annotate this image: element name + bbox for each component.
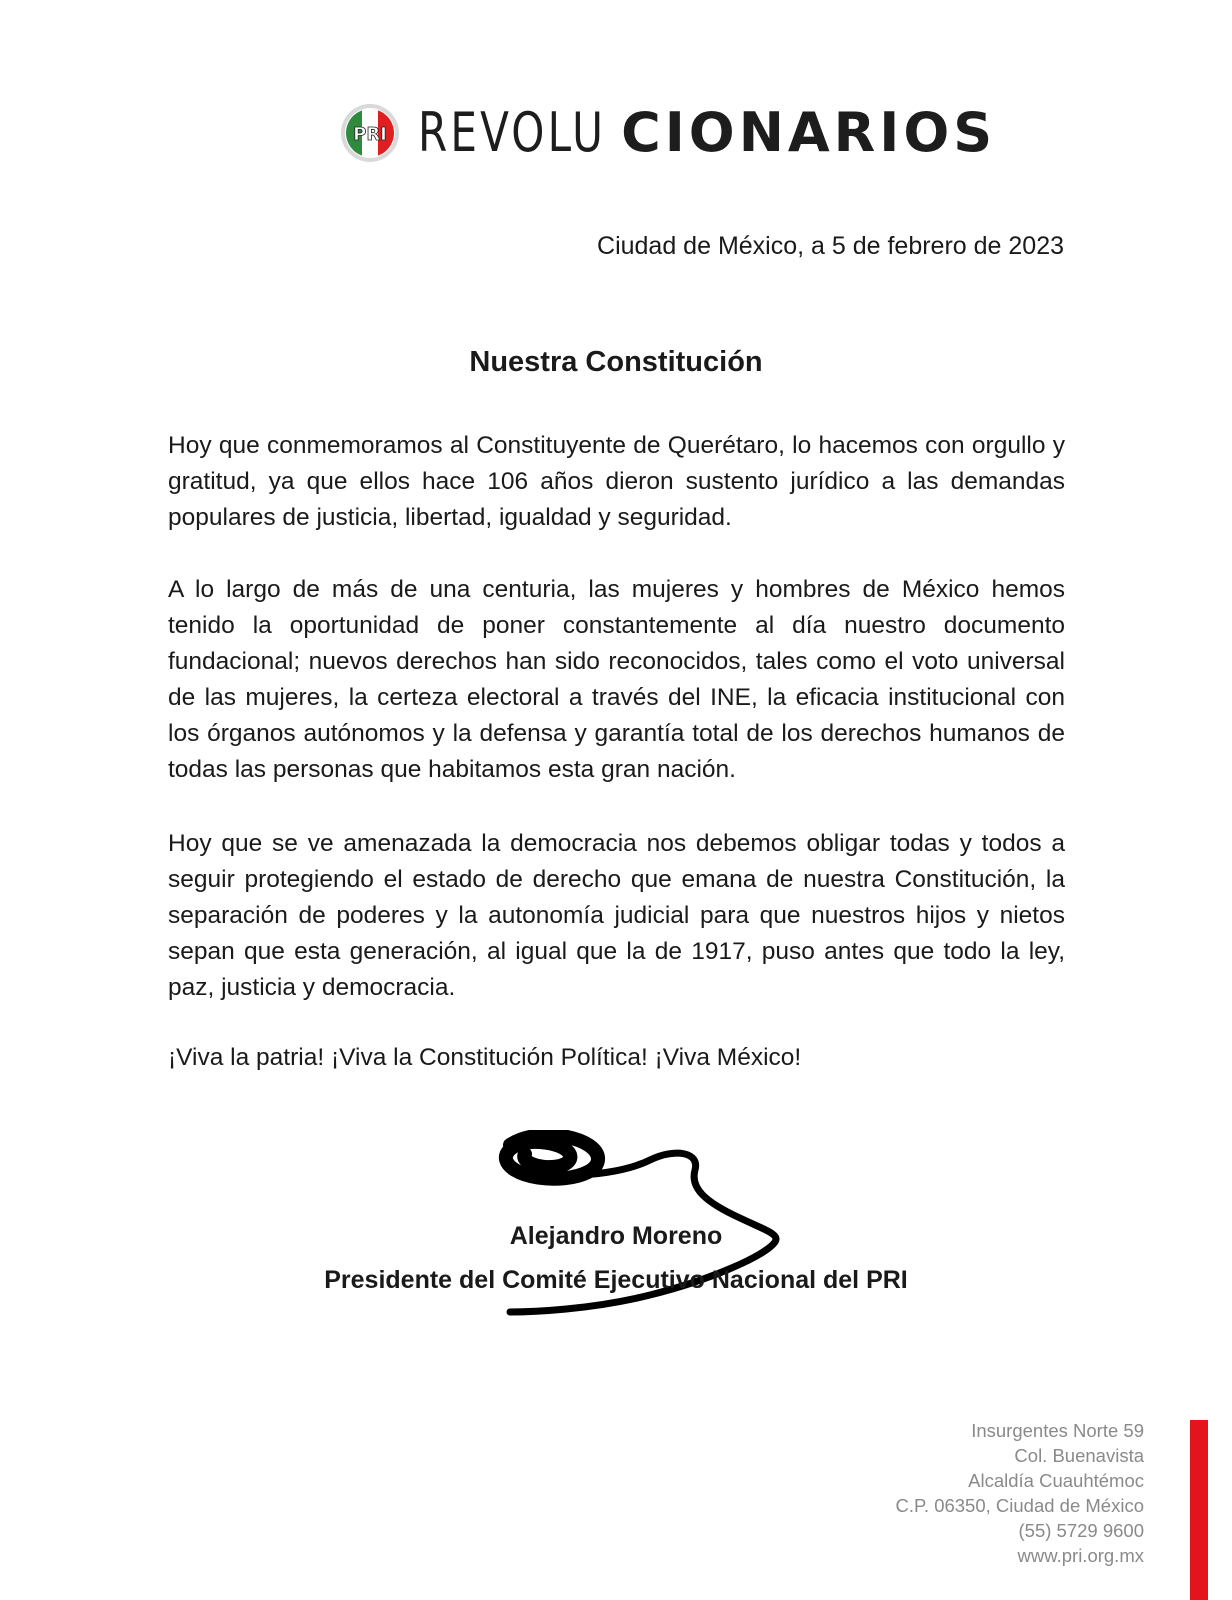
signer-name: Alejandro Moreno xyxy=(509,1222,723,1250)
paragraph-2: A lo largo de más de una centuria, las mujeres y hombres de México hemos tenido la oportunidad de poner constantemente al día nuestro documento fundacional; nuevos derechos han sido reconocidos, tales como el voto universal de las mujeres, la certeza electoral a través del INE, la eficacia institucional con los órganos autónomos y la defensa y garantía total de los derechos humanos de todas las personas que habitamos esta gran nación. xyxy=(168,576,1065,783)
letter-title: Nuestra Constitución xyxy=(469,346,763,378)
paragraph-1: Hoy que conmemoramos al Constituyente de Querétaro, lo hacemos con orgullo y gratitud, ya que ellos hace 106 años dieron sustento jurídico a las demandas populares de justicia, libertad, igualdad y seguridad. xyxy=(168,432,1065,531)
letterhead xyxy=(340,100,996,166)
brand-word-light: REVOLU xyxy=(418,101,607,164)
closing-exclamation: ¡Viva la patria! ¡Viva la Constitución Política! ¡Viva México! xyxy=(168,1044,802,1071)
footer-address xyxy=(895,1418,1144,1568)
brand-word-bold: CIONARIOS xyxy=(621,101,997,164)
address-line: (55) 5729 9600 xyxy=(1018,1520,1144,1541)
accent-bar xyxy=(1190,1420,1208,1600)
address-line: Col. Buenavista xyxy=(1014,1445,1144,1466)
paragraph-3: Hoy que se ve amenazada la democracia nos debemos obligar todas y todos a seguir protegiendo el estado de derecho que emana de nuestra Constitución, la separación de poderes y la autonomía judicial para que nuestros hijos y nietos sepan que esta generación, al igual que la de 1917, puso antes que todo la ley, paz, justicia y democracia. xyxy=(168,830,1065,1001)
website-line: www.pri.org.mx xyxy=(1017,1545,1144,1566)
brand-wordmark xyxy=(418,101,997,164)
letter-date: Ciudad de México, a 5 de febrero de 2023 xyxy=(597,232,1064,260)
signer-role: Presidente del Comité Ejecutivo Nacional del PRI xyxy=(324,1266,908,1294)
address-line: C.P. 06350, Ciudad de México xyxy=(895,1495,1144,1516)
address-line: Insurgentes Norte 59 xyxy=(971,1420,1144,1441)
pri-logo-lettering: PRI xyxy=(353,124,387,145)
address-line: Alcaldía Cuauhtémoc xyxy=(968,1470,1144,1491)
pri-logo-icon xyxy=(340,103,400,163)
